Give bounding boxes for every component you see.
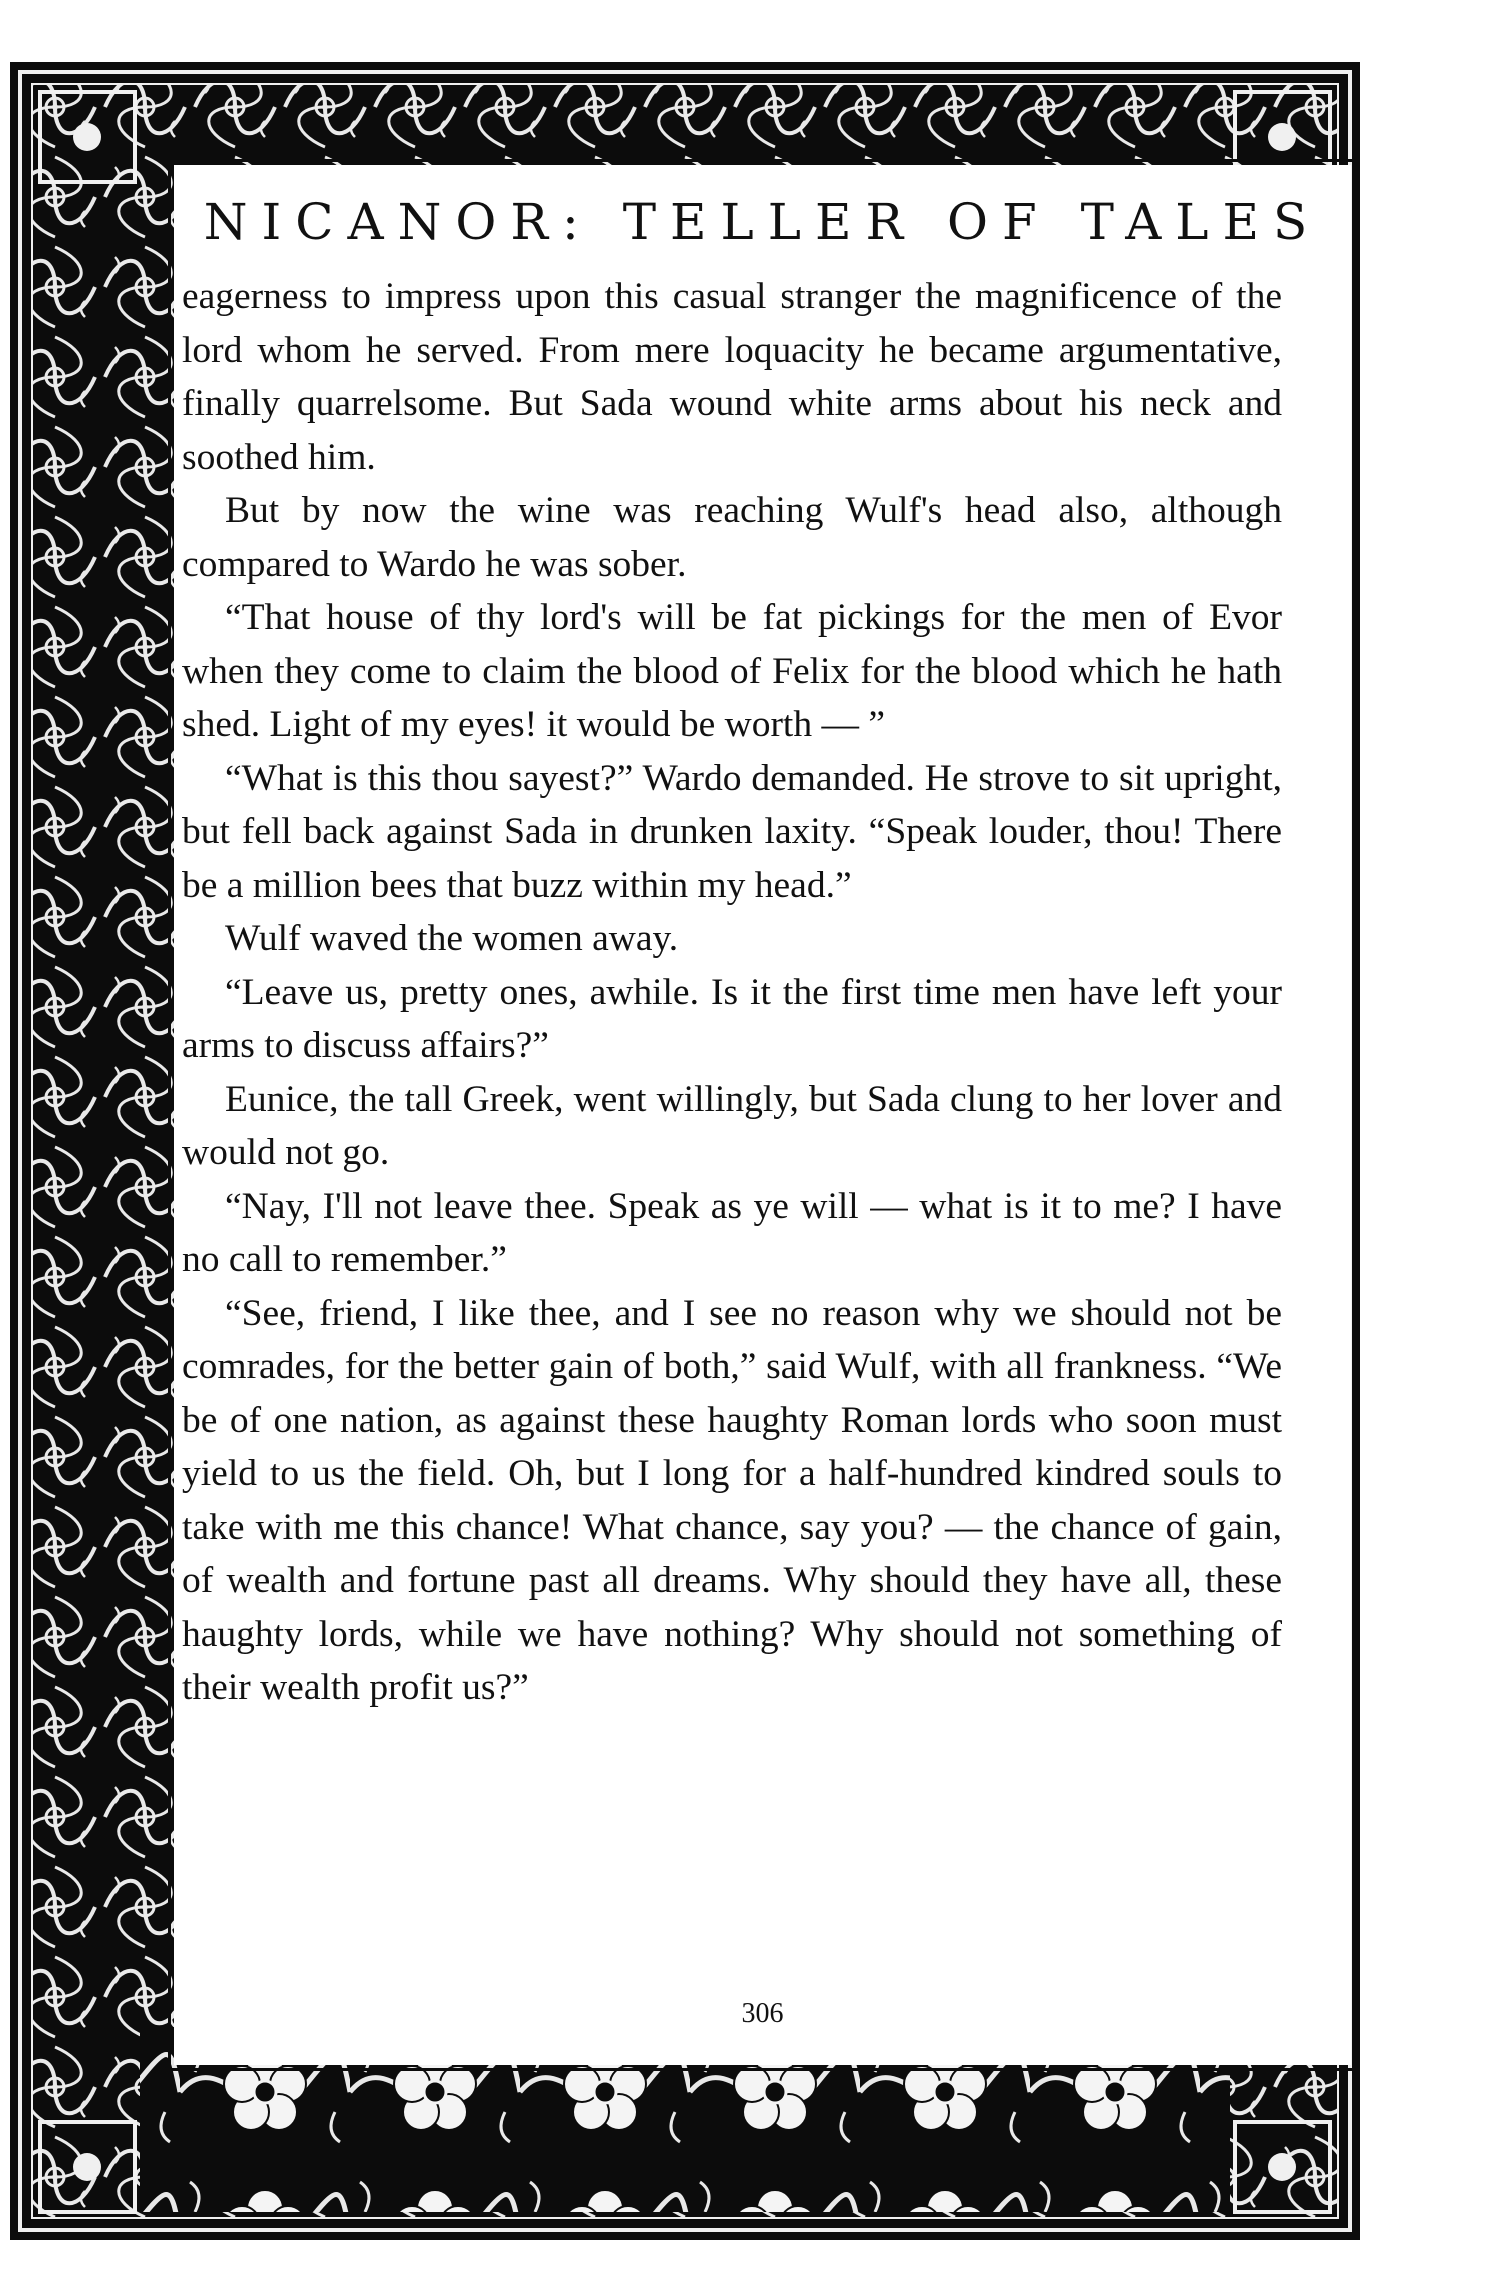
text-panel [174, 165, 1351, 2065]
paragraph: Wulf waved the women away. [225, 918, 679, 959]
paragraph: Eunice, the tall Greek, went willingly, but Sada clung to her lover and would not go. [182, 1078, 1282, 1173]
paragraph: “Nay, I'll not leave thee. Speak as ye will — what is it to me? I have no call to remember.” [182, 1185, 1282, 1280]
paragraph: But by now the wine was reaching Wulf's head also, although compared to Wardo he was sober. [182, 490, 1282, 585]
body-text [182, 270, 1282, 1715]
running-head: NICANOR: TELLER OF TALES [203, 193, 1322, 251]
paragraph: eagerness to impress upon this casual stranger the magnificence of the lord whom he served. From mere loquacity he became argumentative, finally quarrelsome. But Sada wound white arms about his neck and soothed him. [182, 276, 1282, 478]
paragraph: “What is this thou sayest?” Wardo demanded. He strove to sit upright, but fell back against Sada in drunken laxity. “Speak louder, thou! There be a million bees that buzz within my head.” [182, 757, 1282, 906]
paragraph: “That house of thy lord's will be fat pickings for the men of Evor when they come to claim the blood of Felix for the blood which he hath shed. Light of my eyes! it would be worth — ” [182, 597, 1282, 745]
paragraph: “See, friend, I like thee, and I see no reason why we should not be comrades, for the better gain of both,” said Wulf, with all frankness. “We be of one nation, as against these haughty Roman lords who soon must yield to us the field. Oh, but I long for a half-hundred kindred souls to take with me this chance! What chance, say you? — the chance of gain, of wealth and fortune past all dreams. Why should they have all, these haughty lords, while we have nothing? Why should not something of their wealth profit us?” [182, 1292, 1282, 1708]
paragraph: “Leave us, pretty ones, awhile. Is it the first time men have left your arms to discuss affairs?” [182, 971, 1282, 1066]
page-number: 306 [741, 1998, 784, 2029]
